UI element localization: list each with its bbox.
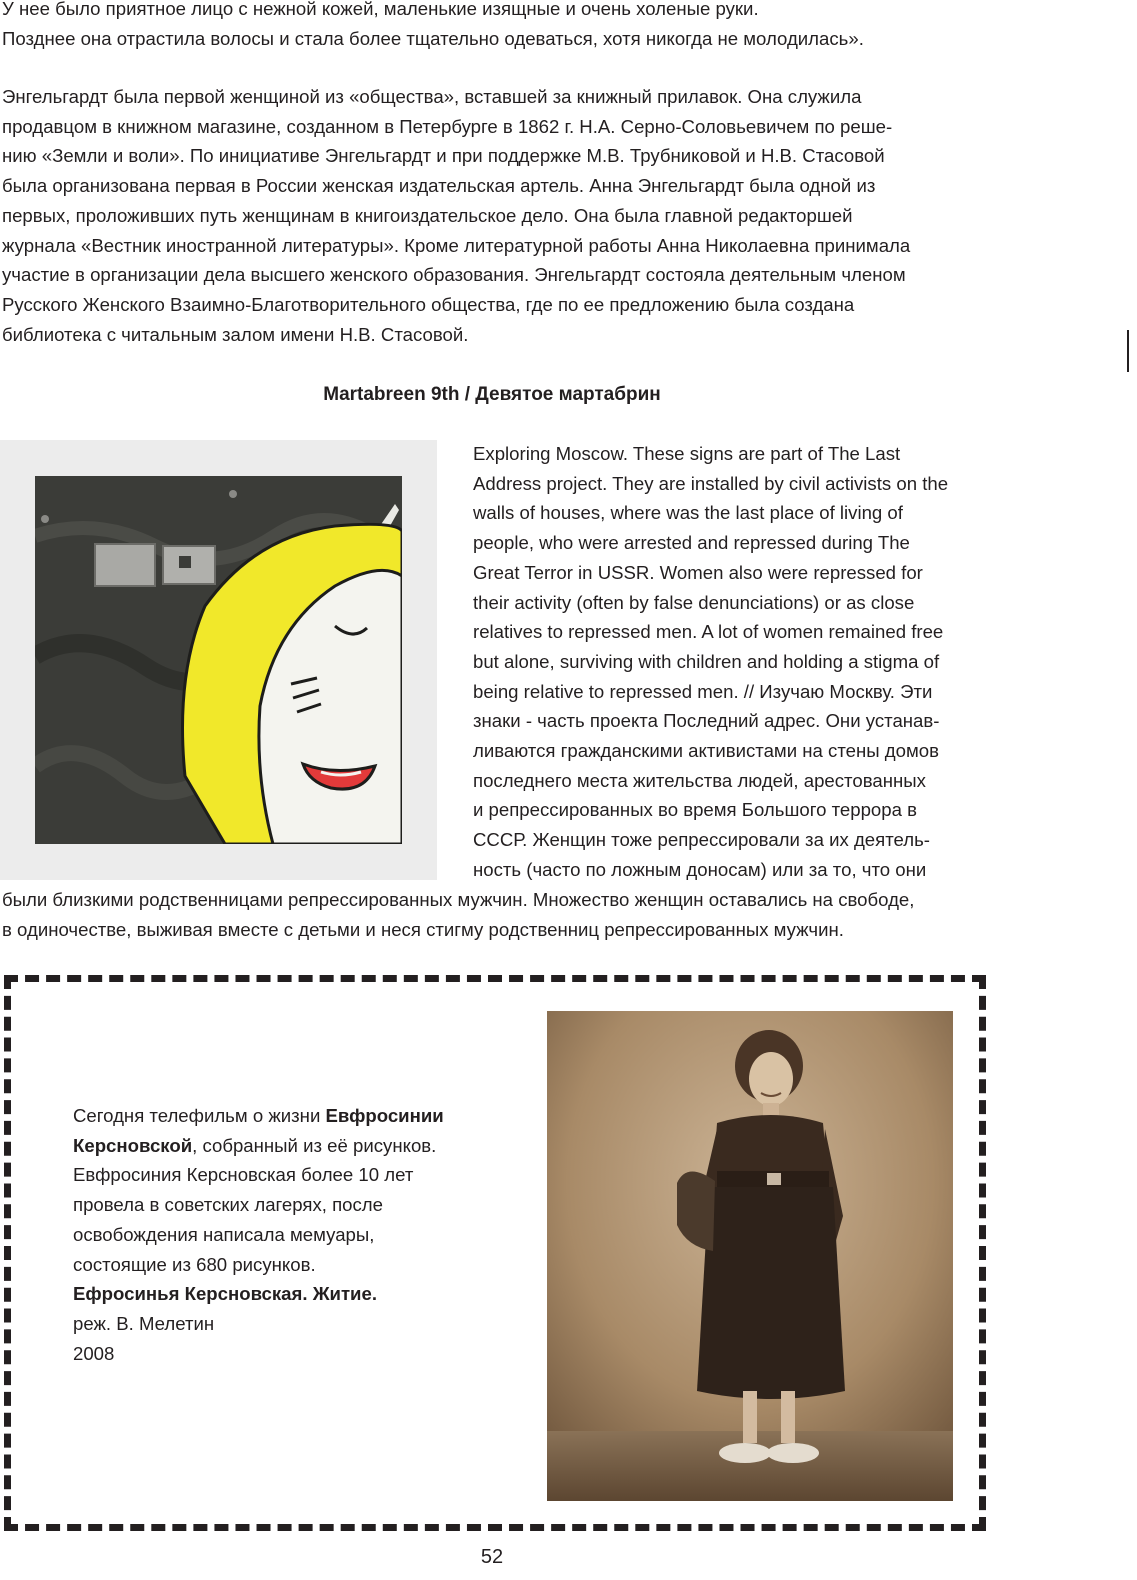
- text-line: были близкими родственницами репрессированных мужчин. Множество женщин оставались на свободе,: [2, 889, 915, 910]
- film-heroine-name: Евфросинии: [325, 1105, 444, 1126]
- text-line: ность (часто по ложным доносам) или за то, что они: [473, 858, 927, 880]
- text-line: знаки - часть проекта Последний адрес. Они устанав-: [473, 710, 940, 732]
- text-line: У нее было приятное лицо с нежной кожей, маленькие изящные и очень холеные руки.: [2, 0, 759, 19]
- cartoon-wall-photo: [35, 476, 402, 844]
- text-line: ливаются гражданскими активистами на стены домов: [473, 740, 939, 762]
- margin-marker: [1127, 330, 1129, 372]
- film-text: состоящие из 680 рисунков.: [73, 1253, 316, 1275]
- exploring-text: [473, 439, 993, 885]
- film-heroine-surname: Керсновской: [73, 1134, 193, 1156]
- text-line: первых, проложивших путь женщинам в книгоиздательское дело. Она была главной редакторшей: [2, 204, 853, 226]
- text-line: Address project. They are installed by civil activists on the: [473, 472, 949, 494]
- biography-paragraph: [2, 82, 1002, 349]
- film-director: реж. В. Мелетин: [73, 1312, 215, 1334]
- film-text: , собранный из её рисунков.: [192, 1134, 437, 1156]
- section-title: Martabreen 9th / Девятое мартабрин: [323, 384, 661, 405]
- intro-paragraph: [2, 0, 1122, 53]
- film-text: Сегодня телефильм о жизни: [73, 1105, 326, 1126]
- text-line: и репрессированных во время Большого террора в: [473, 799, 917, 821]
- page-number: 52: [480, 1546, 504, 1568]
- text-line: Русского Женского Взаимно-Благотворительного общества, где по ее предложению была создана: [2, 293, 855, 315]
- text-line: была организована первая в России женская издательская артель. Анна Энгельгардт была одной из: [2, 175, 876, 197]
- text-line: последнего места жительства людей, арестованных: [473, 769, 926, 791]
- text-line: библиотека с читальным залом имени Н.В. Стасовой.: [2, 323, 469, 345]
- text-line: people, who were arrested and repressed during The: [473, 532, 910, 554]
- text-line: walls of houses, where was the last place of living of: [473, 502, 903, 524]
- text-line: their activity (often by false denunciations) or as close: [473, 591, 915, 613]
- film-year: 2008: [73, 1342, 115, 1364]
- text-line: в одиночестве, выживая вместе с детьми и неся стигму родственниц репрессированных мужчин.: [2, 918, 844, 940]
- text-line: СССР. Женщин тоже репрессировали за их деятель-: [473, 829, 930, 851]
- text-line: Exploring Moscow. These signs are part of The Last: [473, 443, 901, 464]
- text-line: Great Terror in USSR. Women also were repressed for: [473, 561, 923, 583]
- text-line: продавцом в книжном магазине, созданном в Петербурге в 1862 г. Н.А. Серно-Соловьевичем по реше-: [2, 115, 893, 137]
- kersnovskaya-portrait: [547, 1011, 953, 1501]
- film-text: освобождения написала мемуары,: [73, 1223, 375, 1245]
- text-line: relatives to repressed men. A lot of women remained free: [473, 621, 944, 643]
- exploring-text-continued: [2, 885, 1002, 944]
- film-text: Евфросиния Керсновская более 10 лет: [73, 1164, 414, 1186]
- text-line: but alone, surviving with children and holding a stigma of: [473, 650, 940, 672]
- text-line: журнала «Вестник иностранной литературы». Кроме литературной работы Анна Николаевна принимала: [2, 234, 911, 256]
- text-line: нию «Земли и воли». По инициативе Энгельгардт и при поддержке М.В. Трубниковой и Н.В. Стасовой: [2, 145, 885, 167]
- text-line: участие в организации дела высшего женского образования. Энгельгардт состояла деятельным членом: [2, 264, 906, 286]
- film-text: провела в советских лагерях, после: [73, 1194, 384, 1216]
- film-title: Ефросинья Керсновская. Житие.: [73, 1283, 377, 1305]
- text-line: Энгельгардт была первой женщиной из «общества», вставшей за книжный прилавок. Она служила: [2, 86, 862, 107]
- film-description: [73, 1101, 493, 1368]
- text-line: being relative to repressed men. // Изучаю Москву. Эти: [473, 680, 933, 702]
- text-line: Позднее она отрастила волосы и стала более тщательно одеваться, хотя никогда не молодилась».: [2, 27, 864, 49]
